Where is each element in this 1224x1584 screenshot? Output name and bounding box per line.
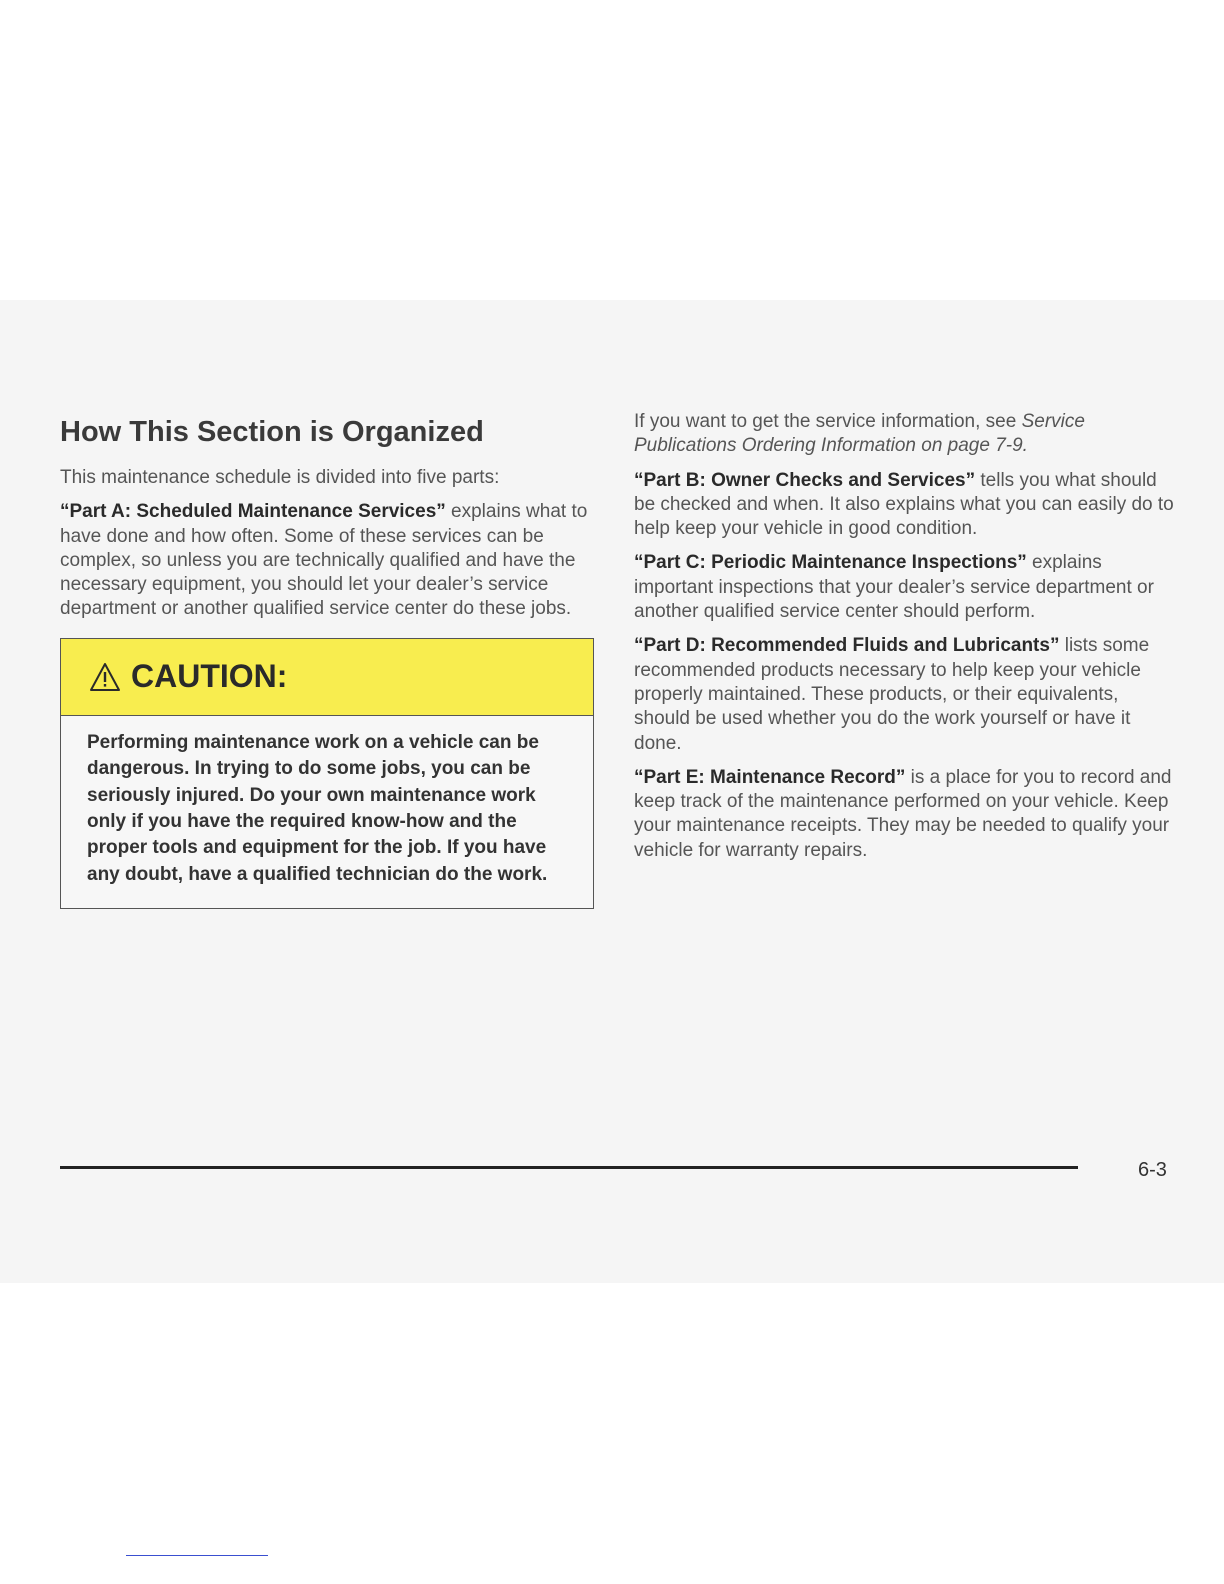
part-b-text: tells you what should be checked and when. It also explains what you can easily do to help keep your vehicle in good condition. bbox=[634, 469, 1174, 540]
part-e-text: is a place for you to record and keep track of the maintenance performed on your vehicle. Keep your maintenance receipts. They may be needed to qualify your vehicle for warranty repairs. bbox=[634, 766, 1172, 861]
part-c-text: explains important inspections that your dealer’s service department or another qualified service center should perform. bbox=[634, 552, 1154, 623]
part-b-paragraph bbox=[634, 469, 1174, 542]
right-column bbox=[634, 410, 1174, 873]
footer-rule bbox=[60, 1166, 1078, 1169]
section-heading: How This Section is Organized bbox=[60, 416, 484, 448]
page-number: 6-3 bbox=[1138, 1159, 1167, 1181]
part-a-text: explains what to have done and how often. Some of these services can be complex, so unless you are technically qualified and have the necessary equipment, you should let your dealer’s service department or another qualified service center do these jobs. bbox=[60, 501, 588, 620]
caution-title: CAUTION: bbox=[131, 658, 288, 695]
part-d-title: “Part D: Recommended Fluids and Lubricants” bbox=[634, 635, 1060, 657]
part-c-paragraph bbox=[634, 551, 1174, 624]
part-e-paragraph bbox=[634, 766, 1174, 863]
link-underline bbox=[126, 1555, 268, 1556]
caution-header bbox=[61, 639, 593, 716]
service-info-paragraph bbox=[634, 410, 1174, 459]
service-info-reference: Service Publications Ordering Information on page 7-9. bbox=[634, 411, 1085, 457]
part-a-title: “Part A: Scheduled Maintenance Services” bbox=[60, 501, 446, 523]
part-a-paragraph bbox=[60, 500, 594, 621]
part-b-title: “Part B: Owner Checks and Services” bbox=[634, 469, 976, 491]
left-column bbox=[60, 410, 594, 909]
part-c-title: “Part C: Periodic Maintenance Inspections” bbox=[634, 552, 1027, 574]
warning-triangle-icon bbox=[89, 662, 121, 692]
intro-paragraph: This maintenance schedule is divided into five parts: bbox=[60, 467, 500, 488]
part-d-paragraph bbox=[634, 634, 1174, 755]
part-d-text: lists some recommended products necessary to help keep your vehicle properly maintained. These products, or their equivalents, should be used whether you do the work yourself or have it done. bbox=[634, 635, 1150, 754]
caution-body: Performing maintenance work on a vehicle can be dangerous. In trying to do some jobs, you can be seriously injured. Do your own maintenance work only if you have the required know-how and the proper tools and equipment for the job. If you have any doubt, have a qualified technician do the work. bbox=[87, 731, 548, 885]
caution-box bbox=[60, 638, 594, 909]
part-e-title: “Part E: Maintenance Record” bbox=[634, 766, 906, 788]
service-info-text: If you want to get the service information, see bbox=[634, 411, 1022, 432]
